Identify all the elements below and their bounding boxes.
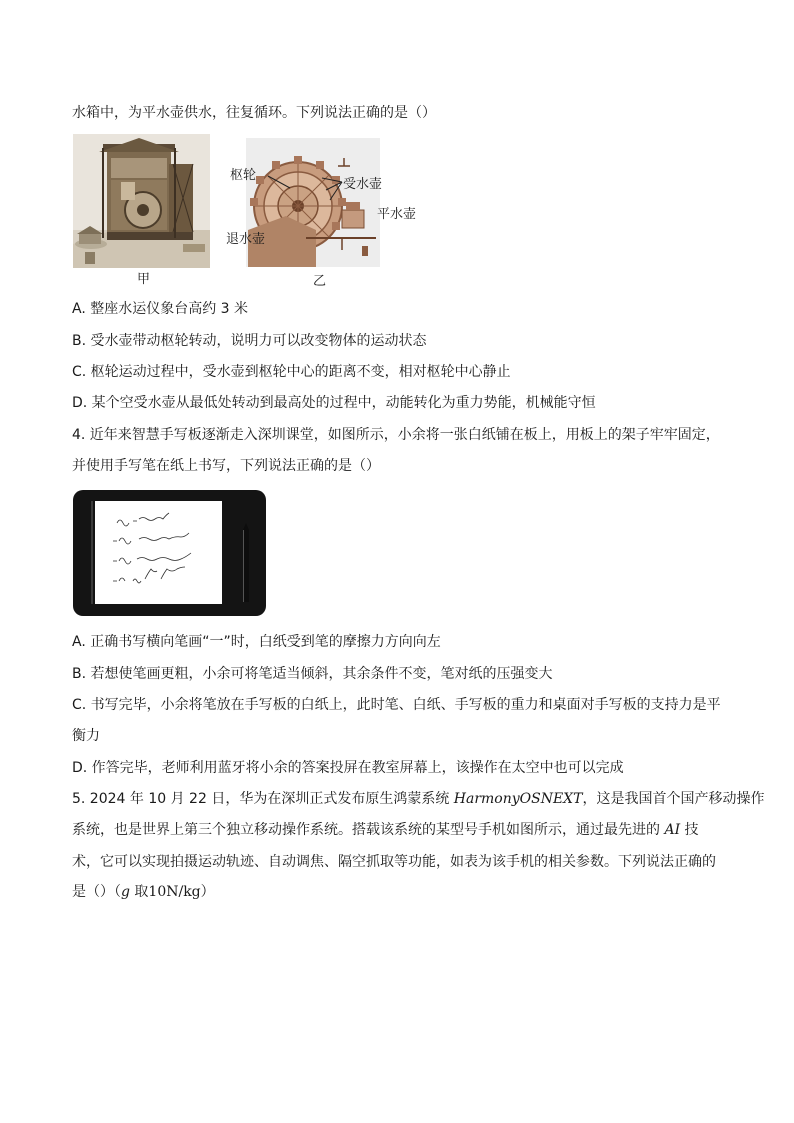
q4-option-d: D. 作答完毕，老师利用蓝牙将小余的答案投屏在教室屏幕上，该操作在太空中也可以完成 (72, 760, 624, 776)
q5-stem-line3: 术，它可以实现拍摄运动轨迹、自动调焦、隔空抓取等功能，如表为该手机的相关参数。下列说法正确的 (72, 854, 716, 870)
q5-line2-text-end: 技 (680, 822, 699, 838)
figure-caption-yi: 乙 (313, 274, 327, 289)
q3-option-d: D. 某个空受水壶从最低处转动到最高处的过程中，动能转化为重力势能，机械能守恒 (72, 395, 596, 411)
figure-astronomical-clock-tower (73, 134, 210, 268)
q4-stem-line1: 4. 近年来智慧手写板逐渐走入深圳课堂，如图所示，小余将一张白纸铺在板上，用板上的架子牢牢固定， (72, 427, 720, 443)
q5-line2-text: 系统，也是世界上第三个独立移动操作系统。搭载该系统的某型号手机如图所示，通过最先进的 (72, 822, 665, 838)
q3-option-b: B. 受水壶带动枢轮转动，说明力可以改变物体的运动状态 (72, 333, 427, 349)
q4-option-b: B. 若想使笔画更粗，小余可将笔适当倾斜，其余条件不变，笔对纸的压强变大 (72, 666, 553, 682)
q4-option-c-continued: 衡力 (72, 728, 100, 744)
stylus-pen-tip (243, 523, 249, 530)
label-pointer-lines (246, 138, 383, 267)
q5-line4-text: 是（）（ (72, 884, 121, 900)
label-tuishuihu: 退水壶 (226, 232, 266, 247)
q5-line1-text: 5. 2024 年 10 月 22 日，华为在深圳正式发布原生鸿蒙系统 (72, 791, 454, 807)
q3-option-c: C. 枢轮运动过程中，受水壶到枢轮中心的距离不变，相对枢轮中心静止 (72, 364, 511, 380)
q3-option-a: A. 整座水运仪象台高约 3 米 (72, 301, 249, 317)
q5-line4-text-end: 取10N/kg） (129, 884, 215, 900)
q4-stem-line2: 并使用手写笔在纸上书写，下列说法正确的是（） (72, 458, 380, 474)
label-shoushuihu: 受水壶 (343, 177, 383, 192)
figure-handwriting-tablet (73, 490, 266, 616)
handwritten-math-scribble (95, 501, 222, 604)
q5-line2-italic: AI (664, 822, 681, 838)
q5-line1-text-end: ，这是我国首个国产移动操作 (582, 791, 765, 807)
q5-line4-italic: g (121, 884, 130, 900)
q5-stem-line1 (72, 789, 765, 809)
label-pingshuihu: 平水壶 (377, 207, 417, 222)
tablet-paper-sheet (95, 501, 222, 604)
q4-option-c: C. 书写完毕，小余将笔放在手写板的白纸上，此时笔、白纸、手写板的重力和桌面对手写板的支持力是平 (72, 697, 721, 713)
q5-stem-line2 (72, 820, 699, 840)
label-shulun: 枢轮 (230, 168, 257, 183)
q5-line1-italic: HarmonyOSNEXT (453, 791, 583, 807)
stylus-pen (243, 530, 249, 602)
clock-tower-illustration (73, 134, 210, 268)
question-stem-continuation: 水箱中，为平水壶供水，往复循环。下列说法正确的是（） (72, 105, 436, 121)
q4-option-a: A. 正确书写横向笔画“一”时，白纸受到笔的摩擦力方向向左 (72, 634, 441, 650)
figure-caption-jia: 甲 (137, 272, 151, 287)
q5-stem-line4 (72, 882, 215, 902)
tablet-paper-clip (91, 501, 93, 604)
